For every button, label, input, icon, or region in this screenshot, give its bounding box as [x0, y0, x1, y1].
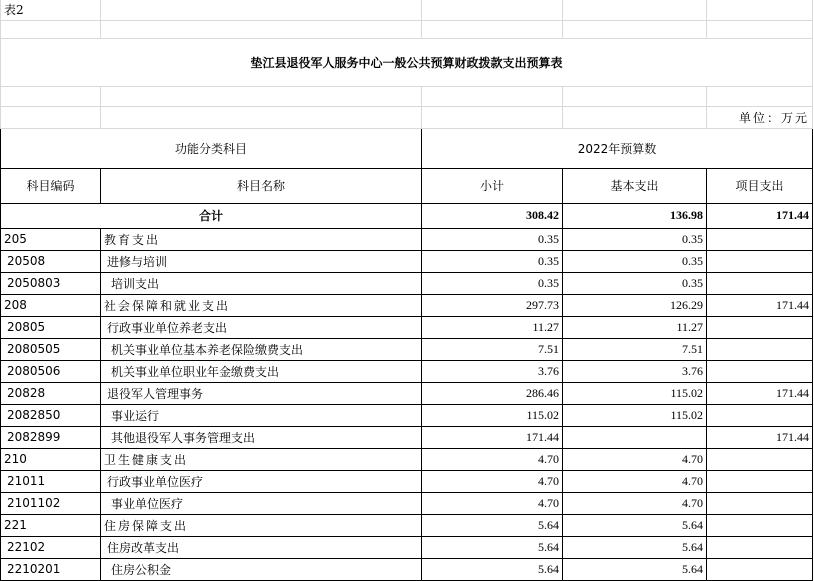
table-row — [1, 470, 813, 492]
header-project[interactable]: 项目支出 — [707, 168, 813, 203]
row-project[interactable] — [707, 228, 813, 250]
row-project[interactable] — [707, 536, 813, 558]
row-subtotal[interactable]: 297.73 — [422, 294, 563, 316]
row-basic[interactable]: 126.29 — [563, 294, 707, 316]
row-code[interactable]: 210 — [1, 448, 101, 470]
row-basic[interactable]: 7.51 — [563, 338, 707, 360]
row-subtotal[interactable]: 5.64 — [422, 558, 563, 580]
row-subtotal[interactable]: 171.44 — [422, 426, 563, 448]
row-project[interactable] — [707, 250, 813, 272]
row-code[interactable]: 21011 — [1, 470, 101, 492]
row-code[interactable]: 2101102 — [1, 492, 101, 514]
row-name[interactable]: 住房保障支出 — [101, 514, 422, 536]
row-basic[interactable]: 3.76 — [563, 360, 707, 382]
row-project[interactable] — [707, 272, 813, 294]
header-code[interactable]: 科目编码 — [1, 168, 101, 203]
row-name[interactable]: 机关事业单位职业年金缴费支出 — [101, 360, 422, 382]
row-basic[interactable]: 4.70 — [563, 492, 707, 514]
row-basic[interactable]: 5.64 — [563, 514, 707, 536]
table-row — [1, 360, 813, 382]
row-project[interactable] — [707, 404, 813, 426]
row-name[interactable]: 社会保障和就业支出 — [101, 294, 422, 316]
row-code[interactable]: 20828 — [1, 382, 101, 404]
header-basic[interactable]: 基本支出 — [563, 168, 707, 203]
row-basic[interactable]: 4.70 — [563, 448, 707, 470]
table-row — [1, 404, 813, 426]
row-project[interactable] — [707, 448, 813, 470]
row-basic[interactable]: 0.35 — [563, 228, 707, 250]
table-row — [1, 228, 813, 250]
header-budget-year[interactable]: 2022年预算数 — [422, 128, 813, 168]
table-row — [1, 250, 813, 272]
row-subtotal[interactable]: 286.46 — [422, 382, 563, 404]
row-subtotal[interactable]: 0.35 — [422, 272, 563, 294]
header-subtotal[interactable]: 小计 — [422, 168, 563, 203]
row-project[interactable]: 171.44 — [707, 382, 813, 404]
row-name[interactable]: 卫生健康支出 — [101, 448, 422, 470]
row-subtotal[interactable]: 3.76 — [422, 360, 563, 382]
header-name[interactable]: 科目名称 — [101, 168, 422, 203]
row-code[interactable]: 2080506 — [1, 360, 101, 382]
total-project[interactable]: 171.44 — [707, 203, 813, 228]
row-subtotal[interactable]: 5.64 — [422, 536, 563, 558]
row-basic[interactable]: 115.02 — [563, 382, 707, 404]
row-basic[interactable]: 4.70 — [563, 470, 707, 492]
row-subtotal[interactable]: 5.64 — [422, 514, 563, 536]
row-name[interactable]: 其他退役军人事务管理支出 — [101, 426, 422, 448]
row-code[interactable]: 2210201 — [1, 558, 101, 580]
row-code[interactable]: 221 — [1, 514, 101, 536]
row-code[interactable]: 2050803 — [1, 272, 101, 294]
row-name[interactable]: 行政事业单位医疗 — [101, 470, 422, 492]
row-basic[interactable] — [563, 426, 707, 448]
table-row — [1, 272, 813, 294]
sheet-top — [1, 0, 813, 128]
row-code[interactable]: 2082899 — [1, 426, 101, 448]
row-basic[interactable]: 115.02 — [563, 404, 707, 426]
row-code[interactable]: 208 — [1, 294, 101, 316]
row-code[interactable]: 20508 — [1, 250, 101, 272]
row-name[interactable]: 事业单位医疗 — [101, 492, 422, 514]
row-name[interactable]: 退役军人管理事务 — [101, 382, 422, 404]
table-row — [1, 426, 813, 448]
row-code[interactable]: 205 — [1, 228, 101, 250]
page-title[interactable]: 垫江县退役军人服务中心一般公共预算财政拨款支出预算表 — [1, 38, 813, 86]
row-subtotal[interactable]: 4.70 — [422, 448, 563, 470]
total-row — [1, 203, 813, 228]
row-basic[interactable]: 5.64 — [563, 558, 707, 580]
sheet-tag[interactable]: 表2 — [1, 0, 101, 20]
table-row — [1, 316, 813, 338]
row-project[interactable]: 171.44 — [707, 294, 813, 316]
row-project[interactable] — [707, 492, 813, 514]
row-project[interactable] — [707, 514, 813, 536]
total-basic[interactable]: 136.98 — [563, 203, 707, 228]
total-label[interactable]: 合计 — [1, 203, 422, 228]
row-basic[interactable]: 0.35 — [563, 272, 707, 294]
row-project[interactable]: 171.44 — [707, 426, 813, 448]
row-name[interactable]: 住房改革支出 — [101, 536, 422, 558]
row-code[interactable]: 20805 — [1, 316, 101, 338]
row-basic[interactable]: 11.27 — [563, 316, 707, 338]
table-row — [1, 382, 813, 404]
row-subtotal[interactable]: 0.35 — [422, 228, 563, 250]
row-subtotal[interactable]: 4.70 — [422, 470, 563, 492]
budget-table — [1, 128, 813, 580]
row-project[interactable] — [707, 360, 813, 382]
row-name[interactable]: 行政事业单位养老支出 — [101, 316, 422, 338]
table-row — [1, 536, 813, 558]
row-project[interactable] — [707, 470, 813, 492]
total-subtotal[interactable]: 308.42 — [422, 203, 563, 228]
table-row — [1, 338, 813, 360]
row-code[interactable]: 2082850 — [1, 404, 101, 426]
row-project[interactable] — [707, 338, 813, 360]
table-row — [1, 448, 813, 470]
row-project[interactable] — [707, 316, 813, 338]
row-name[interactable]: 进修与培训 — [101, 250, 422, 272]
row-basic[interactable]: 0.35 — [563, 250, 707, 272]
table-row — [1, 514, 813, 536]
table-row — [1, 294, 813, 316]
table-row — [1, 492, 813, 514]
row-name[interactable]: 住房公积金 — [101, 558, 422, 580]
row-code[interactable]: 22102 — [1, 536, 101, 558]
row-name[interactable]: 事业运行 — [101, 404, 422, 426]
row-basic[interactable]: 5.64 — [563, 536, 707, 558]
row-subtotal[interactable]: 11.27 — [422, 316, 563, 338]
row-subtotal[interactable]: 115.02 — [422, 404, 563, 426]
unit-label[interactable]: 单位：万元 — [707, 106, 813, 128]
row-name[interactable]: 机关事业单位基本养老保险缴费支出 — [101, 338, 422, 360]
row-code[interactable]: 2080505 — [1, 338, 101, 360]
row-subtotal[interactable]: 4.70 — [422, 492, 563, 514]
header-function-category[interactable]: 功能分类科目 — [1, 128, 422, 168]
row-subtotal[interactable]: 0.35 — [422, 250, 563, 272]
table-row — [1, 558, 813, 580]
row-project[interactable] — [707, 558, 813, 580]
row-name[interactable]: 教育支出 — [101, 228, 422, 250]
row-name[interactable]: 培训支出 — [101, 272, 422, 294]
row-subtotal[interactable]: 7.51 — [422, 338, 563, 360]
